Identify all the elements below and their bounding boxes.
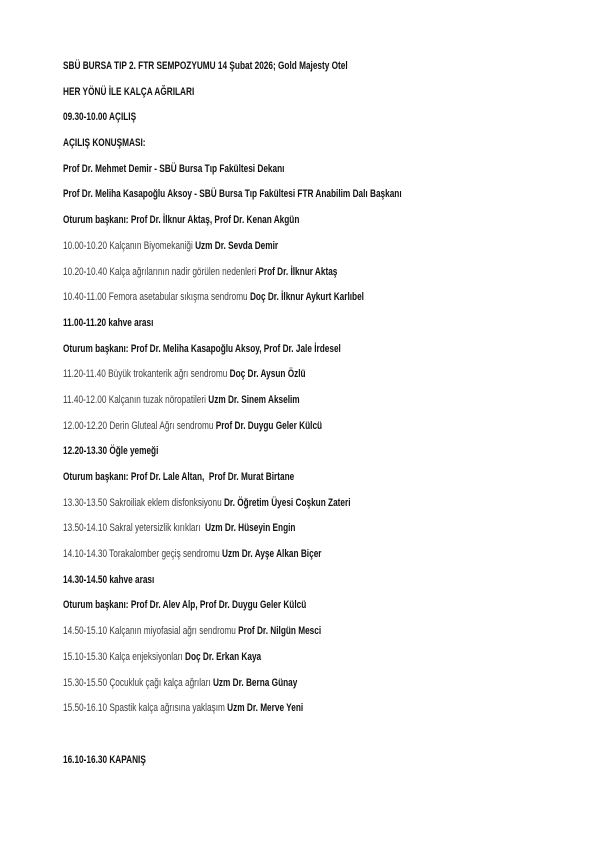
talk-time-topic: 13.50-14.10 Sakral yetersizlik kırıkları	[63, 522, 206, 535]
symposium-title-line	[63, 54, 603, 80]
dean-speaker-line	[63, 157, 603, 183]
talk-speaker: Prof Dr. Nilgün Mesci	[238, 625, 322, 638]
coffee-break-line	[63, 568, 603, 594]
coffee-break-line	[63, 311, 603, 337]
talk-speaker: Dr. Öğretim Üyesi Coşkun Zateri	[223, 496, 351, 509]
session4-chairs-line	[63, 593, 603, 619]
talk-time-topic: 15.10-15.30 Kalça enjeksiyonları	[63, 650, 186, 663]
talk-speaker: Uzm Dr. Berna Günay	[212, 676, 298, 689]
talk-line	[63, 671, 603, 697]
talk-line	[63, 388, 603, 414]
blank-line	[63, 722, 603, 748]
lunch-break-text: 12.20-13.30 Öğle yemeği	[63, 445, 159, 458]
talk-line	[63, 285, 603, 311]
talk-speaker: Doç Dr. İlknur Aykurt Karlıbel	[249, 291, 364, 304]
session3-chairs-text: Oturum başkanı: Prof Dr. Lale Altan, Prof Dr. Murat Birtane	[63, 471, 295, 483]
department-head-speaker-line	[63, 182, 603, 208]
talk-speaker: Doç Dr. Erkan Kaya	[185, 650, 262, 663]
closing-session-line	[63, 748, 603, 774]
talk-line	[63, 542, 603, 568]
talk-speaker: Uzm Dr. Merve Yeni	[227, 702, 304, 715]
talk-time-topic: 13.30-13.50 Sakroiliak eklem disfonksiyonu	[63, 496, 224, 509]
talk-line	[63, 362, 603, 388]
opening-speech-label: AÇILIŞ KONUŞMASI:	[63, 137, 146, 150]
talk-time-topic: 12.00-12.20 Derin Gluteal Ağrı sendromu	[63, 419, 216, 432]
talk-line	[63, 260, 603, 286]
talk-line	[63, 645, 603, 671]
talk-time-topic: 10.00-10.20 Kalçanın Biyomekaniği	[63, 239, 196, 252]
closing-session-text: 16.10-16.30 KAPANIŞ	[63, 753, 146, 766]
talk-time-topic: 11.40-12.00 Kalçanın tuzak nöropatileri	[63, 393, 209, 406]
talk-line	[63, 234, 603, 260]
session2-chairs-line	[63, 337, 603, 363]
lunch-break-line	[63, 439, 603, 465]
talk-time-topic: 14.10-14.30 Torakalomber geçiş sendromu	[63, 548, 222, 561]
talk-time-topic: 15.30-15.50 Çocukluk çağı kalça ağrıları	[63, 676, 213, 689]
coffee-break-text: 14.30-14.50 kahve arası	[63, 573, 155, 586]
talk-line	[63, 619, 603, 645]
session1-chairs-text: Oturum başkanı: Prof Dr. İlknur Aktaş, Prof Dr. Kenan Akgün	[63, 214, 300, 227]
talk-speaker: Uzm Dr. Hüseyin Engin	[205, 522, 296, 535]
talk-speaker: Uzm Dr. Sinem Akselim	[208, 393, 300, 406]
talk-speaker: Uzm Dr. Sevda Demir	[195, 239, 279, 252]
talk-speaker: Uzm Dr. Ayşe Alkan Biçer	[221, 548, 322, 561]
coffee-break-text: 11.00-11.20 kahve arası	[63, 316, 154, 329]
program-content	[63, 54, 603, 773]
opening-speech-label-line	[63, 131, 603, 157]
dean-speaker-text: Prof Dr. Mehmet Demir - SBÜ Bursa Tıp Fakültesi Dekanı	[63, 162, 285, 175]
opening-session-line	[63, 105, 603, 131]
talk-line	[63, 516, 603, 542]
symposium-subtitle-line	[63, 80, 603, 106]
department-head-speaker-text: Prof Dr. Meliha Kasapoğlu Aksoy - SBÜ Bursa Tıp Fakültesi FTR Anabilim Dalı Başkanı	[63, 188, 402, 201]
talk-speaker: Prof Dr. İlknur Aktaş	[258, 265, 338, 278]
talk-time-topic: 15.50-16.10 Spastik kalça ağrısına yaklaşım	[63, 702, 228, 715]
talk-speaker: Doç Dr. Aysun Özlü	[229, 368, 306, 381]
talk-time-topic: 10.20-10.40 Kalça ağrılarının nadir görülen nedenleri	[63, 265, 259, 278]
talk-line	[63, 696, 603, 722]
talk-time-topic: 10.40-11.00 Femora asetabular sıkışma sendromu	[63, 291, 250, 304]
talk-line	[63, 491, 603, 517]
session4-chairs-text: Oturum başkanı: Prof Dr. Alev Alp, Prof Dr. Duygu Geler Külcü	[63, 599, 307, 612]
symposium-subtitle: HER YÖNÜ İLE KALÇA AĞRILARI	[63, 85, 195, 98]
symposium-title: SBÜ BURSA TIP 2. FTR SEMPOZYUMU 14 Şubat 2026; Gold Majesty Otel	[63, 60, 348, 72]
talk-line	[63, 414, 603, 440]
session1-chairs-line	[63, 208, 603, 234]
session2-chairs-text: Oturum başkanı: Prof Dr. Meliha Kasapoğlu Aksoy, Prof Dr. Jale İrdesel	[63, 342, 341, 355]
opening-session-text: 09.30-10.00 AÇILIŞ	[63, 111, 137, 124]
talk-speaker: Prof Dr. Duygu Geler Külcü	[215, 419, 323, 432]
talk-time-topic: 11.20-11.40 Büyük trokanterik ağrı sendromu	[63, 368, 230, 381]
talk-time-topic: 14.50-15.10 Kalçanın miyofasial ağrı sendromu	[63, 625, 239, 638]
session3-chairs-line	[63, 465, 603, 491]
